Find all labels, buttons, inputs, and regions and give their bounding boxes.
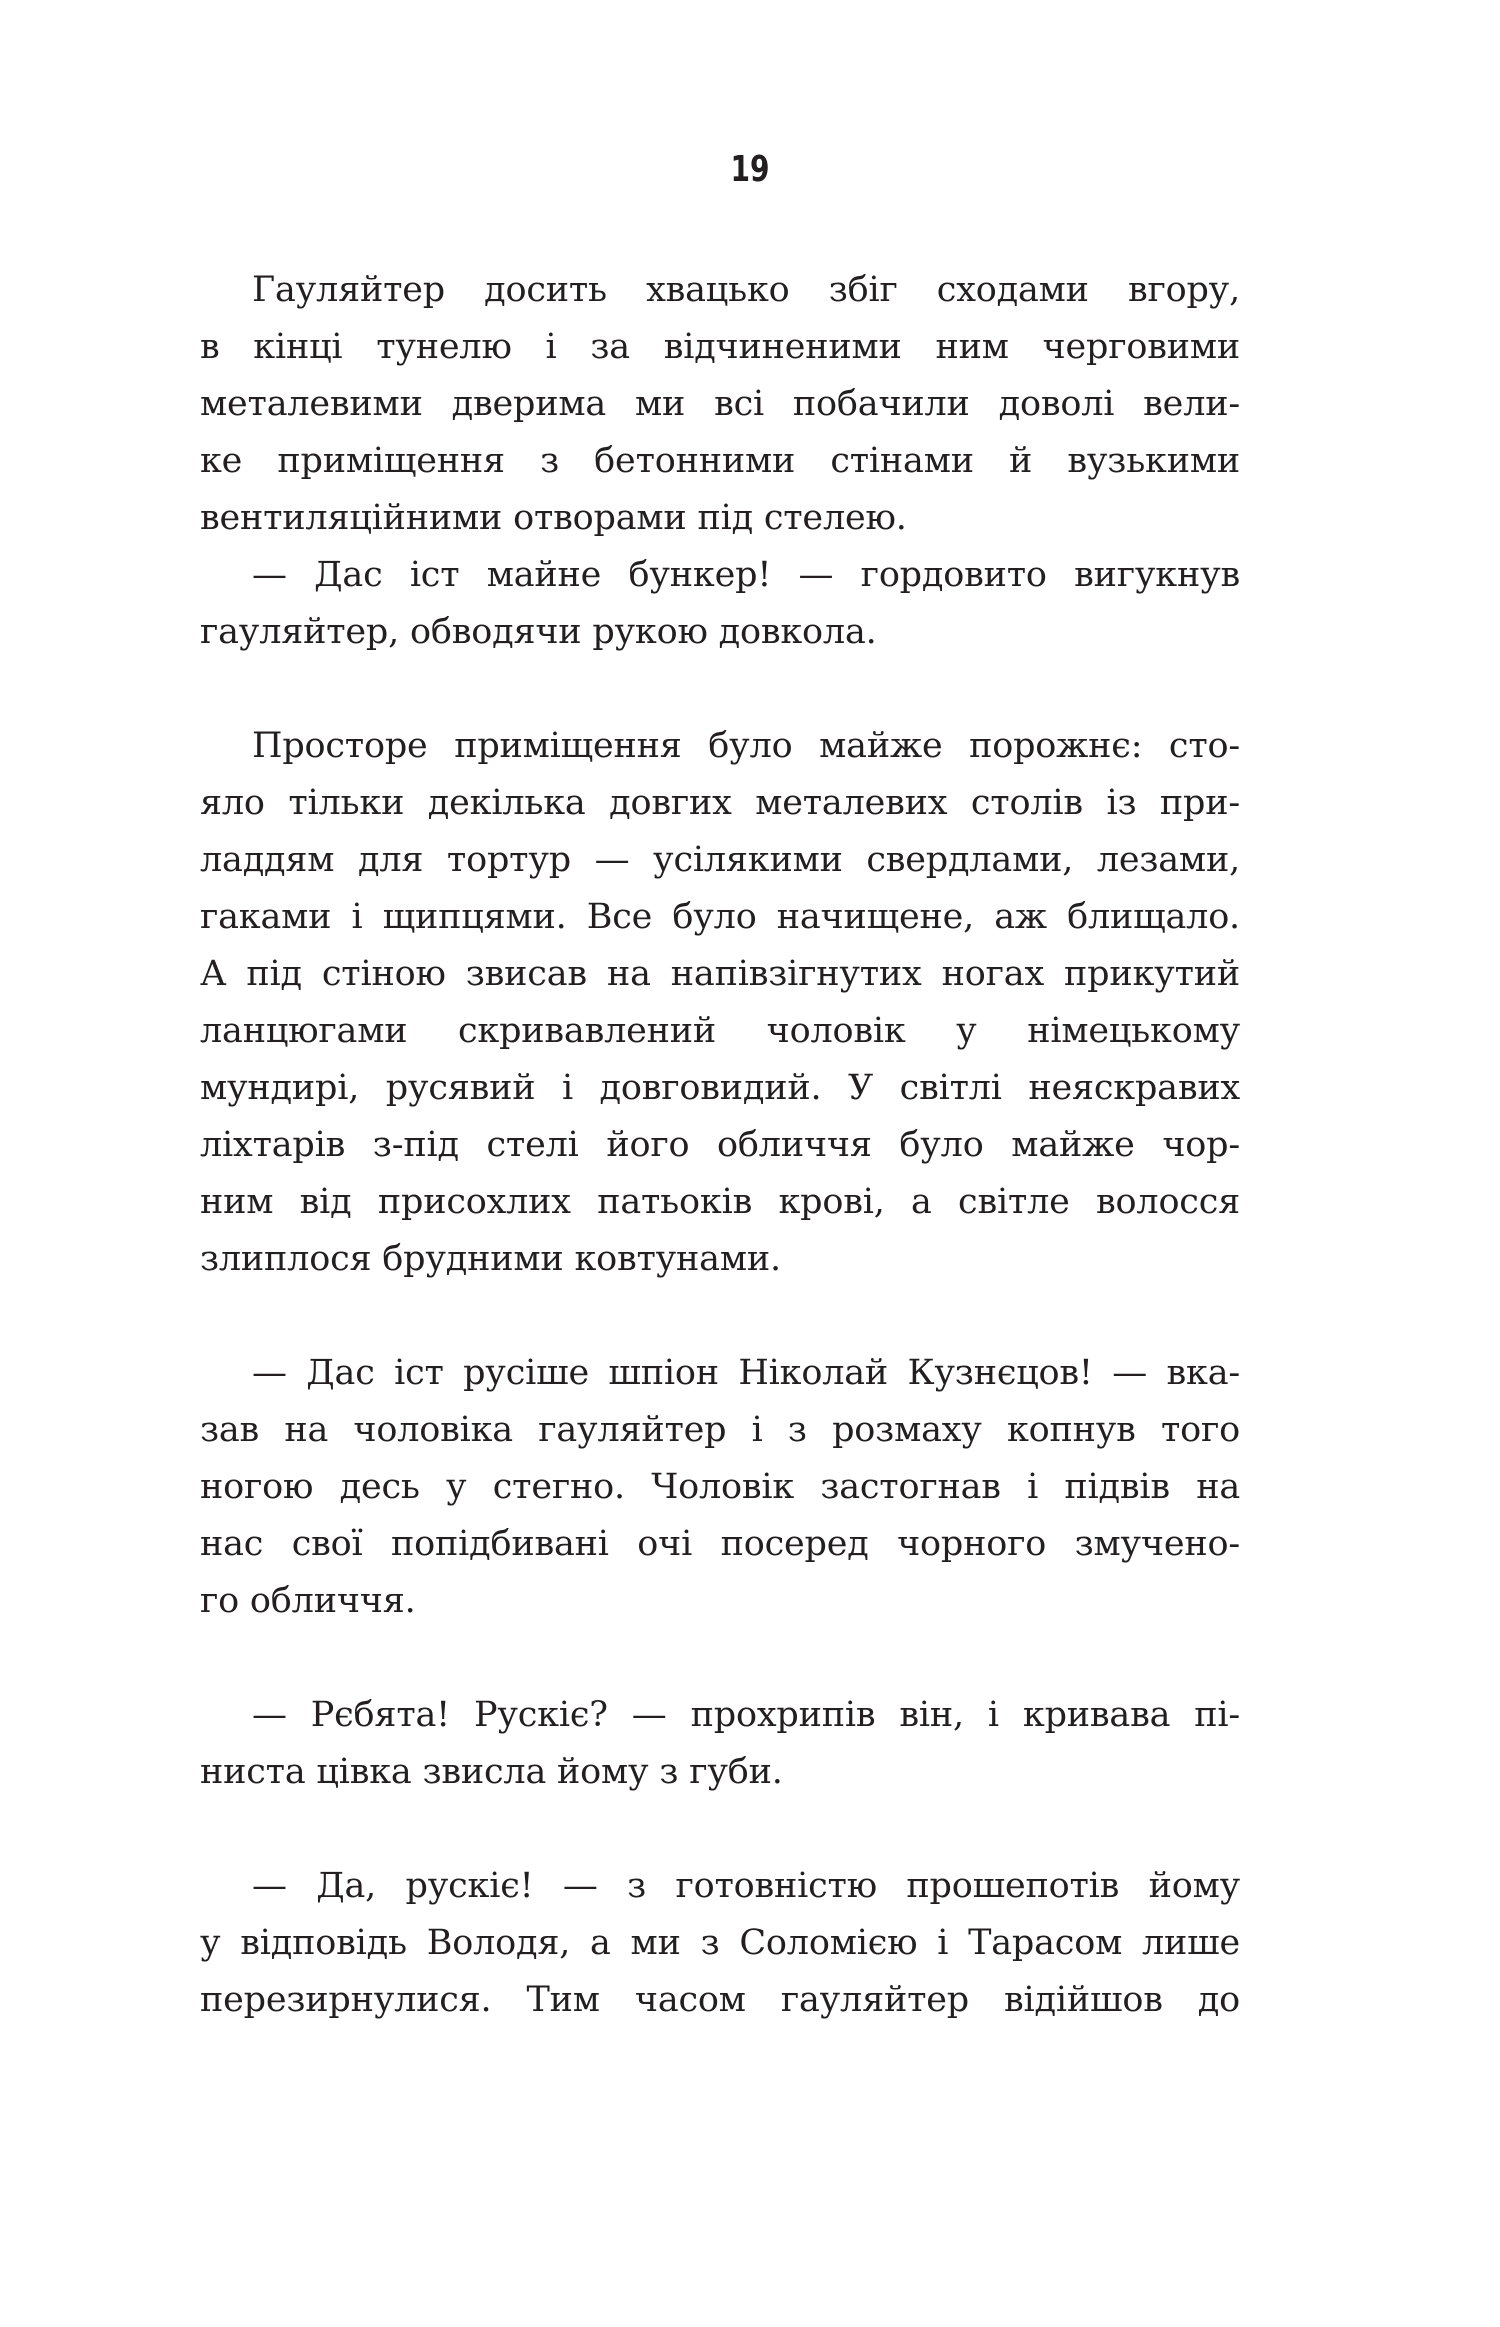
text-line: нас свої попідбивані очі посеред чорного змучено- (200, 1524, 1240, 1564)
text-line: — Дас іст майне бункер! — гордовито вигукнув (252, 555, 1240, 595)
paragraph-gap (200, 661, 1240, 718)
text-line: го обличчя. (200, 1581, 416, 1621)
text-line: металевими дверима ми всі побачили доволі вели- (200, 384, 1240, 424)
text-line: ним від присохлих патьоків крові, а світле волосся (200, 1182, 1240, 1222)
text-line: — Да, рускіє! — з готовністю прошепотів йому (252, 1866, 1240, 1906)
paragraph-gap (200, 1630, 1240, 1687)
page-number: 19 (730, 149, 770, 190)
text-line: в кінці тунелю і за відчиненими ним черговими (200, 327, 1240, 367)
text-line: ліхтарів з-під стелі його обличчя було майже чор- (200, 1125, 1240, 1165)
text-line: зав на чоловіка гауляйтер і з розмаху копнув того (200, 1410, 1240, 1450)
text-line: ланцюгами скривавлений чоловік у німецькому (200, 1011, 1240, 1051)
text-line: злиплося брудними ковтунами. (200, 1239, 781, 1279)
text-line: ладдям для тортур — усілякими свердлами, лезами, (200, 840, 1240, 880)
text-line: яло тільки декілька довгих металевих столів із при- (200, 783, 1240, 823)
text-line: вентиляційними отворами під стелею. (200, 498, 907, 538)
text-line: ногою десь у стегно. Чоловік застогнав і підвів на (200, 1467, 1240, 1507)
paragraph-gap (200, 1801, 1240, 1858)
text-line: гауляйтер, обводячи рукою довкола. (200, 612, 877, 652)
text-line: перезирнулися. Тим часом гауляйтер відійшов до (200, 1980, 1240, 2020)
text-line: ке приміщення з бетонними стінами й вузькими (200, 441, 1240, 481)
text-line: мундирі, русявий і довговидий. У світлі неяскравих (200, 1068, 1240, 1108)
text-line: ниста цівка звисла йому з губи. (200, 1752, 783, 1792)
text-line: гаками і щипцями. Все було начищене, аж блищало. (200, 897, 1240, 937)
text-line: у відповідь Володя, а ми з Соломією і Тарасом лише (200, 1923, 1240, 1963)
text-line: Просторе приміщення було майже порожнє: сто- (252, 726, 1240, 766)
body-text (200, 262, 1240, 2029)
text-line: Гауляйтер досить хвацько збіг сходами вгору, (252, 270, 1240, 310)
text-line: — Дас іст русіше шпіон Ніколай Кузнєцов! — вка- (252, 1353, 1240, 1393)
text-line: А під стіною звисав на напівзігнутих ногах прикутий (200, 954, 1240, 994)
paragraph-gap (200, 1288, 1240, 1345)
text-line: — Рєбята! Рускіє? — прохрипів він, і кривава пі- (252, 1695, 1240, 1735)
